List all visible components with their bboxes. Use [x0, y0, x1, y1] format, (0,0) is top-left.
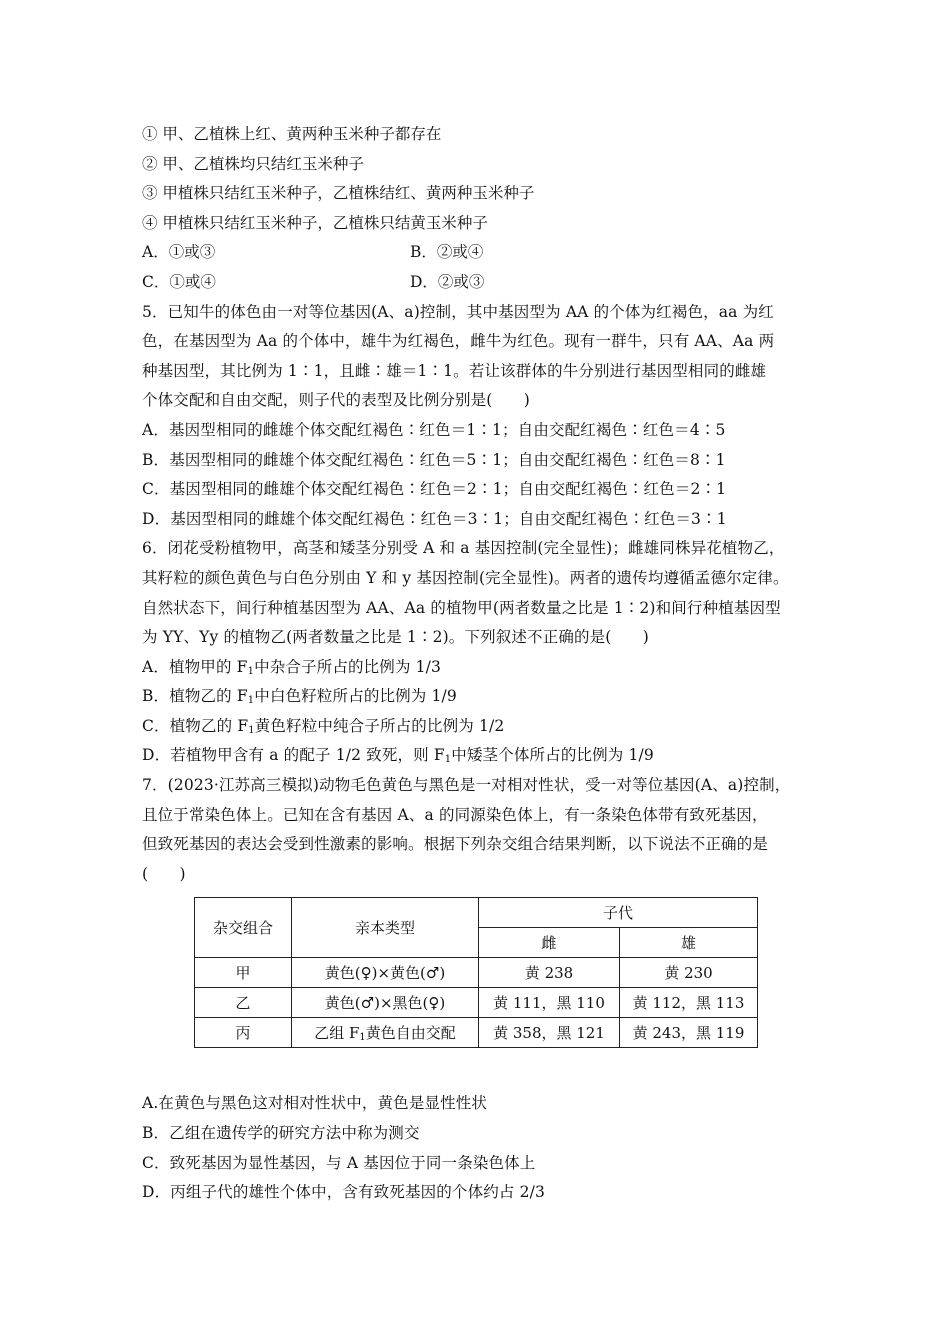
q6-option-d: D．若植物甲含有 a 的配子 1/2 致死，则 $F_1$中矮茎个体所占的比例为 1/9	[142, 746, 654, 766]
q5-stem-line: 色，在基因型为 Aa 的个体中，雄牛为红褐色，雌牛为红色。现有一群牛，只有 AA、Aa 两	[142, 332, 775, 351]
q7-stem-line: ( )	[142, 864, 186, 883]
question-6	[142, 534, 814, 771]
cross-table	[194, 897, 758, 1048]
q4-options-row-2	[142, 268, 814, 298]
q7-option-a: A.在黄色与黑色这对相对性状中，黄色是显性性状	[142, 1094, 488, 1113]
q6-stem-line: 为 YY、Yy 的植物乙(两者数量之比是 1∶2)。下列叙述不正确的是( )	[142, 628, 649, 647]
cross-table-wrapper	[142, 897, 814, 1089]
cell-male: 黄 112，黑 113	[620, 988, 758, 1018]
cell-combo: 甲	[195, 958, 292, 988]
q5-stem-line: 个体交配和自由交配，则子代的表型及比例分别是( )	[142, 391, 530, 410]
q5-option-b: B．基因型相同的雌雄个体交配红褐色∶红色＝5∶1；自由交配红褐色∶红色＝8∶1	[142, 450, 726, 469]
q7-stem-line: 但致死基因的表达会受到性激素的影响。根据下列杂交组合结果判断，以下说法不正确的是	[142, 835, 769, 854]
q5-option-c: C．基因型相同的雌雄个体交配红褐色∶红色＝2∶1；自由交配红褐色∶红色＝2∶1	[142, 480, 727, 499]
question-7	[142, 771, 814, 1208]
cell-female: 黄 111，黑 110	[479, 988, 620, 1018]
q5-option-a: A．基因型相同的雌雄个体交配红褐色∶红色＝1∶1；自由交配红褐色∶红色＝4∶5	[142, 420, 726, 439]
question-4-items	[142, 120, 814, 238]
q4-option-a: A．①或③	[142, 243, 216, 262]
table-row	[195, 988, 758, 1018]
q7-option-b: B．乙组在遗传学的研究方法中称为测交	[142, 1124, 420, 1143]
cell-combo: 丙	[195, 1018, 292, 1048]
question-5	[142, 298, 814, 535]
header-female: 雌	[479, 928, 620, 958]
document-page	[142, 120, 814, 1208]
table-row	[195, 958, 758, 988]
q6-option-b: B．植物乙的 $F_1$中白色籽粒所占的比例为 1/9	[142, 687, 457, 707]
cell-combo: 乙	[195, 988, 292, 1018]
q4-option-d: D．②或③	[410, 272, 485, 291]
q4-item-1: ① 甲、乙植株上红、黄两种玉米种子都存在	[142, 125, 442, 143]
q4-item-2: ② 甲、乙植株均只结红玉米种子	[142, 154, 364, 173]
header-male: 雄	[620, 928, 758, 958]
table-row	[195, 1018, 758, 1048]
q5-stem-line: 5．已知牛的体色由一对等位基因(A、a)控制，其中基因型为 AA 的个体为红褐色，aa 为红	[142, 302, 774, 321]
cell-parent: 黄色(♀)×黄色(♂)	[292, 958, 479, 988]
header-combo: 杂交组合	[195, 898, 292, 958]
q7-stem-line: 且位于常染色体上。已知在含有基因 A、a 的同源染色体上，有一条染色体带有致死基因，	[142, 805, 768, 824]
cell-male: 黄 243，黑 119	[620, 1018, 758, 1048]
q4-item-4: ④ 甲植株只结红玉米种子，乙植株只结黄玉米种子	[142, 213, 488, 232]
q7-option-d: D．丙组子代的雄性个体中，含有致死基因的个体约占 2/3	[142, 1183, 546, 1202]
q4-item-3: ③ 甲植株只结红玉米种子，乙植株结红、黄两种玉米种子	[142, 184, 535, 203]
q6-stem-line: 6．闭花受粉植物甲，高茎和矮茎分别受 A 和 a 基因控制(完全显性)；雌雄同株异花植物乙，	[142, 539, 785, 558]
cell-male: 黄 230	[620, 958, 758, 988]
table-header-row	[195, 898, 758, 928]
q7-option-c: C．致死基因为显性基因，与 A 基因位于同一条染色体上	[142, 1153, 536, 1172]
cell-female: 黄 238	[479, 958, 620, 988]
q6-stem-line: 自然状态下，间行种植基因型为 AA、Aa 的植物甲(两者数量之比是 1∶2)和间行种植基因型	[142, 598, 781, 617]
q5-option-d: D．基因型相同的雌雄个体交配红褐色∶红色＝3∶1；自由交配红褐色∶红色＝3∶1	[142, 509, 727, 528]
header-parent: 亲本类型	[292, 898, 479, 958]
q7-stem-line: 7．(2023·江苏高三模拟)动物毛色黄色与黑色是一对相对性状，受一对等位基因(A、a)控制，	[142, 776, 791, 795]
q4-option-b: B．②或④	[410, 243, 484, 262]
cell-female: 黄 358，黑 121	[479, 1018, 620, 1048]
cell-parent: 黄色(♂)×黑色(♀)	[292, 988, 479, 1018]
q6-stem-line: 其籽粒的颜色黄色与白色分别由 Y 和 y 基因控制(完全显性)。两者的遗传均遵循孟德尔定律。	[142, 568, 789, 587]
cell-parent: 乙组 $F_1$黄色自由交配	[292, 1018, 479, 1048]
header-offspring: 子代	[479, 898, 758, 928]
q4-option-c: C．①或④	[142, 272, 216, 291]
q5-stem-line: 种基因型，其比例为 1∶1，且雌∶雄＝1∶1。若让该群体的牛分别进行基因型相同的雌雄	[142, 361, 767, 380]
q6-option-c: C．植物乙的 $F_1$黄色籽粒中纯合子所占的比例为 1/2	[142, 716, 505, 736]
q6-option-a: A．植物甲的 $F_1$中杂合子所占的比例为 1/3	[142, 657, 442, 677]
q4-options-row-1	[142, 238, 814, 268]
